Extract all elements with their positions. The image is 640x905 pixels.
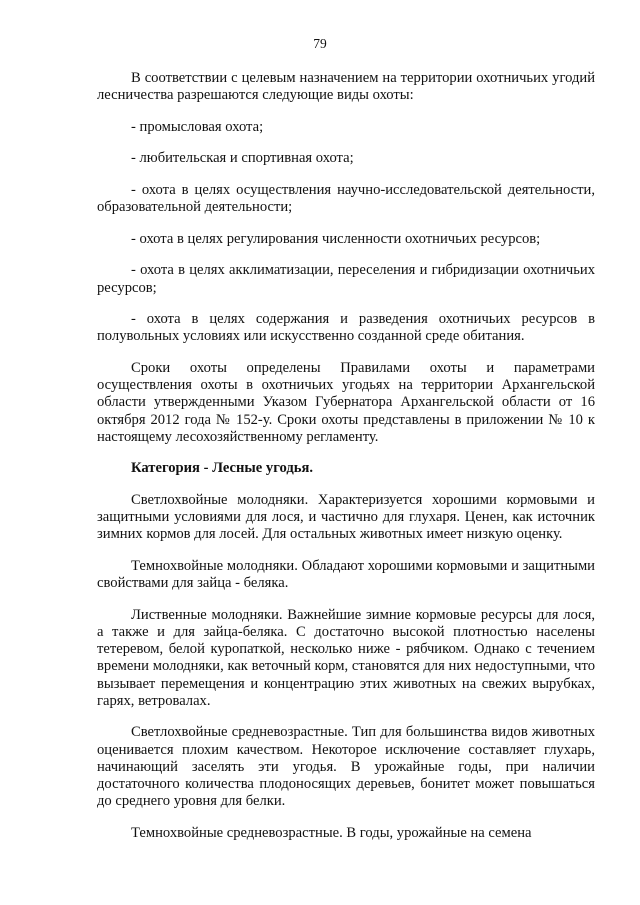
paragraph-deciduous-young: Лиственные молодняки. Важнейшие зимние кормовые ресурсы для лося, а также и для зайца-беляка. С достаточно высокой плотностью населены тетеревом, белой куропаткой, несколько ниже - рябчиком. Однако с течением времени молодняки, как веточный корм, становятся для них недоступными, что вызывает перемещения и концентрацию этих животных на свежих вырубках, гарях, ветровалах. bbox=[97, 606, 595, 709]
paragraph-dark-conifer-middle-aged: Темнохвойные средневозрастные. В годы, урожайные на семена bbox=[131, 824, 532, 841]
list-item-research-hunting: - охота в целях осуществления научно-исследовательской деятельности, образовательной деятельности; bbox=[97, 181, 595, 216]
list-item-acclimatization-hunting: - охота в целях акклиматизации, переселения и гибридизации охотничьих ресурсов; bbox=[97, 262, 595, 296]
list-item-amateur-sport-hunting: - любительская и спортивная охота; bbox=[131, 150, 354, 167]
document-body bbox=[97, 70, 595, 856]
paragraph-hunting-types-intro: В соответствии с целевым назначением на территории охотничьих угодий лесничества разрешаются следующие виды охоты: bbox=[97, 70, 595, 104]
list-item-commercial-hunting: - промысловая охота; bbox=[131, 118, 264, 135]
section-heading-forest-lands: Категория - Лесные угодья. bbox=[131, 460, 314, 477]
list-item-breeding-hunting: - охота в целях содержания и разведения охотничьих ресурсов в полувольных условиях или искусственно созданной среде обитания. bbox=[97, 311, 595, 345]
paragraph-hunting-terms: Сроки охоты определены Правилами охоты и параметрами осуществления охоты в охотничьих угодьях на территории Архангельской области утвержденными Указом Губернатора Архангельской области от 16 октября 2012 года № 152-у. Сроки охоты представлены в приложении № 10 к настоящему лесохозяйственному регламенту. bbox=[97, 359, 595, 445]
page-number: 79 bbox=[313, 36, 327, 51]
paragraph-dark-conifer-young: Темнохвойные молодняки. Обладают хорошими кормовыми и защитными свойствами для зайца - беляка. bbox=[97, 557, 595, 592]
paragraph-light-conifer-middle-aged: Светлохвойные средневозрастные. Тип для большинства видов животных оценивается плохим качеством. Некоторое исключение составляет глухарь, начинающий заселять эти угодья. В урожайные годы, при наличии достаточного количества плодоносящих деревьев, бонитет может повышаться до среднего уровня для белки. bbox=[97, 724, 595, 810]
paragraph-light-conifer-young: Светлохвойные молодняки. Характеризуется хорошими кормовыми и защитными условиями для лося, и частично для глухаря. Ценен, как источник зимних кормов для лосей. Для остальных животных имеет низкую оценку. bbox=[97, 491, 595, 543]
list-item-regulation-hunting: - охота в целях регулирования численности охотничьих ресурсов; bbox=[131, 230, 541, 247]
